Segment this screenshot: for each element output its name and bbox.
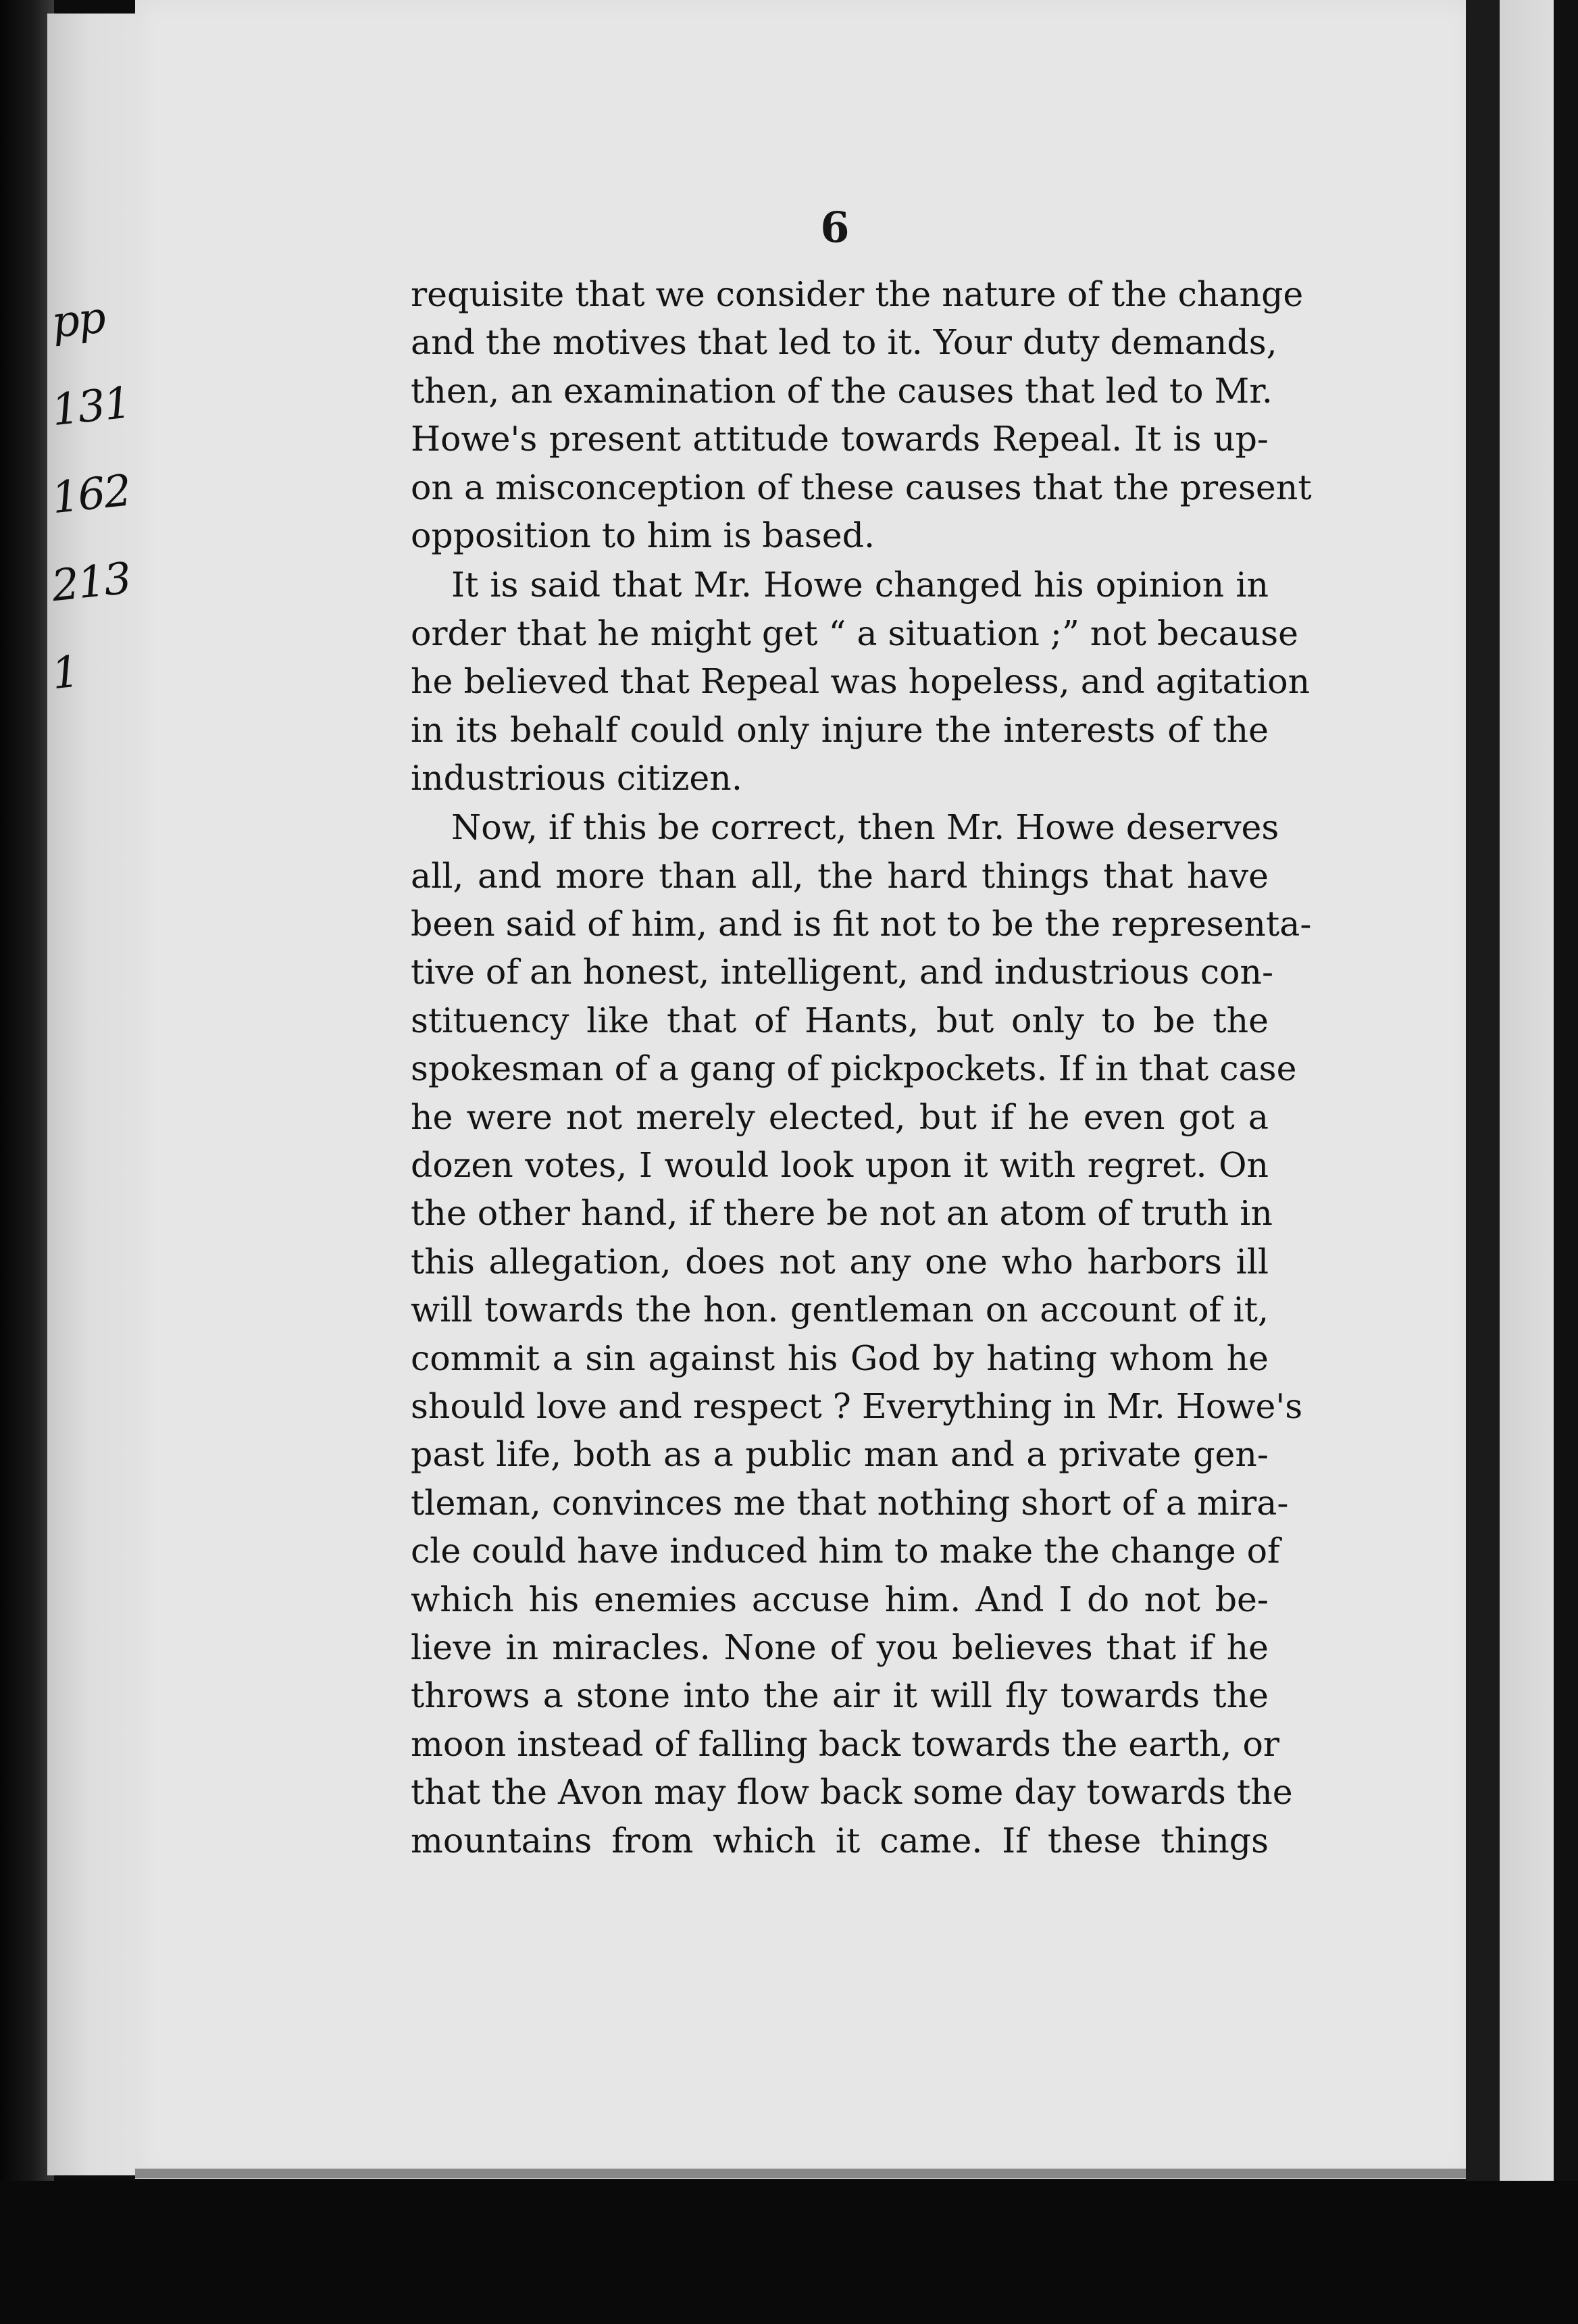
- text-line: order that he might get “ a situation ;” not because: [411, 613, 1299, 653]
- margin-note: 213: [49, 553, 133, 612]
- margin-note: 1: [49, 647, 81, 700]
- text-line: cle could have induced him to make the change of: [411, 1531, 1280, 1571]
- text-line: this allegation, does not any one who harbors ill: [411, 1241, 1269, 1282]
- handwritten-margin-notes: [49, 293, 135, 736]
- text-line: spokesman of a gang of pickpockets. If in that case: [411, 1049, 1297, 1089]
- text-line: should love and respect ? Everything in Mr. Howe's: [411, 1386, 1303, 1426]
- scan-left-edge: [0, 0, 54, 2324]
- paragraph: [411, 270, 1312, 559]
- text-line: in its behalf could only injure the interests of the: [411, 709, 1269, 750]
- binding-gutter: [1466, 0, 1500, 2324]
- margin-note: 162: [49, 465, 133, 524]
- text-line: past life, both as a public man and a private gen-: [411, 1434, 1269, 1475]
- text-line: been said of him, and is fit not to be the representa-: [411, 904, 1312, 944]
- text-line: tleman, convinces me that nothing short of a mira-: [411, 1482, 1289, 1523]
- body-text: [411, 270, 1312, 1865]
- text-line: on a misconception of these causes that the present: [411, 467, 1312, 507]
- text-line: Howe's present attitude towards Repeal. It is up-: [411, 419, 1269, 459]
- scan-bottom-edge: [0, 2181, 1578, 2324]
- paragraph: [411, 803, 1312, 1865]
- text-line: requisite that we consider the nature of the change: [411, 274, 1304, 314]
- text-line: moon instead of falling back towards the earth, or: [411, 1723, 1280, 1764]
- text-line: dozen votes, I would look upon it with regret. On: [411, 1145, 1269, 1186]
- text-line: he believed that Repeal was hopeless, and agitation: [411, 661, 1310, 702]
- margin-note: 131: [49, 378, 133, 436]
- text-line: he were not merely elected, but if he even got a: [411, 1096, 1269, 1137]
- text-line: mountains from which it came. If these things: [411, 1820, 1269, 1861]
- text-line: industrious citizen.: [411, 757, 742, 798]
- margin-note: pp: [49, 293, 107, 349]
- text-line: will towards the hon. gentleman on account of it,: [411, 1290, 1269, 1330]
- page-number: 6: [820, 203, 850, 252]
- text-line: that the Avon may flow back some day towards the: [411, 1772, 1293, 1813]
- text-line: then, an examination of the causes that led to Mr.: [411, 370, 1273, 411]
- text-line: It is said that Mr. Howe changed his opinion in: [451, 565, 1269, 605]
- text-line: stituency like that of Hants, but only to be the: [411, 1000, 1269, 1040]
- text-line: opposition to him is based.: [411, 515, 875, 555]
- text-line: tive of an honest, intelligent, and industrious con-: [411, 952, 1274, 992]
- text-line: and the motives that led to it. Your duty demands,: [411, 322, 1277, 363]
- text-line: lieve in miracles. None of you believes that if he: [411, 1627, 1269, 1667]
- text-line: the other hand, if there be not an atom of truth in: [411, 1193, 1273, 1234]
- paragraph: [411, 561, 1310, 802]
- text-line: Now, if this be correct, then Mr. Howe deserves: [451, 807, 1279, 848]
- text-line: which his enemies accuse him. And I do not be-: [411, 1579, 1269, 1619]
- text-line: all, and more than all, the hard things that have: [411, 855, 1269, 896]
- page-bottom-edge: [135, 2169, 1473, 2178]
- text-line: commit a sin against his God by hating whom he: [411, 1338, 1269, 1378]
- scan-right-edge: [1554, 0, 1578, 2324]
- text-line: throws a stone into the air it will fly towards the: [411, 1675, 1269, 1716]
